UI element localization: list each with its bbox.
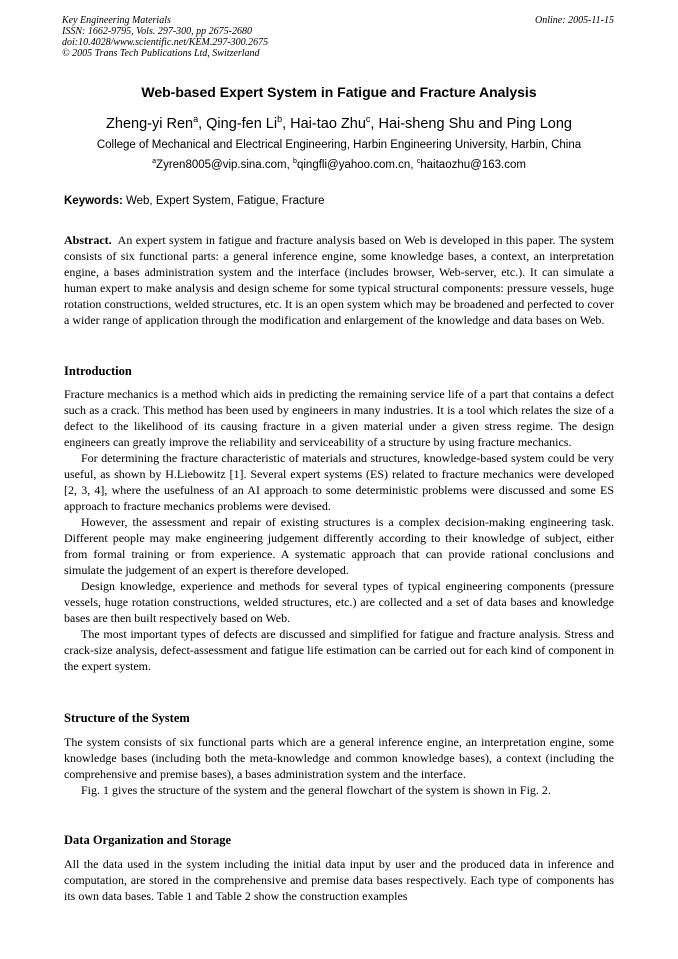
paragraph: All the data used in the system including the initial data input by user and the produced data in inference and computation, are stored in the comprehensive and premise data bases respectively. Each type of components has its own data bases. Table 1 and Table 2 show the construction examples: [64, 857, 614, 903]
paragraph: Fig. 1 gives the structure of the system and the general flowchart of the system is shown in Fig. 2.: [81, 783, 551, 797]
keywords-text: Web, Expert System, Fatigue, Fracture: [122, 195, 325, 207]
author-marker: b: [277, 114, 283, 125]
keywords: [64, 194, 616, 208]
email-link[interactable]: haitaozhu@163.com: [420, 159, 526, 171]
email-marker: a: [152, 157, 157, 166]
paragraph: The system consists of six functional parts which are a general inference engine, an interpretation engine, some knowledge bases (including both the meta-knowledge and common knowledge bases), a context (including the comprehensive and premise bases), a bases administration system and the interface.: [64, 735, 614, 781]
section-heading-introduction: Introduction: [64, 364, 132, 378]
author-name: Hai-sheng Shu and Ping Long: [378, 116, 572, 132]
affiliation: College of Mechanical and Electrical Engineering, Harbin Engineering University, Harbin, China: [96, 139, 582, 151]
abstract-label: Abstract.: [64, 233, 112, 247]
paragraph: However, the assessment and repair of existing structures is a complex decision-making engineering task. Different people may make engineering judgement differently according to their knowledge of subject, either from formal training or from experience. A systematic approach that can provide rational conclusions and simulate the judgement of an expert is therefore developed.: [64, 515, 614, 577]
email-separator: ,: [410, 159, 417, 171]
email-separator: ,: [286, 159, 294, 171]
copyright-line: © 2005 Trans Tech Publications Ltd, Switzerland: [62, 48, 260, 59]
author-list: [0, 115, 678, 133]
author-separator: ,: [370, 116, 379, 132]
paper-title: Web-based Expert System in Fatigue and Fracture Analysis: [141, 84, 537, 100]
email-link[interactable]: Zyren8005@vip.sina.com: [156, 159, 287, 171]
section-introduction: [64, 386, 614, 674]
author-marker: c: [365, 114, 371, 125]
online-date: Online: 2005-11-15: [535, 15, 614, 26]
paragraph: The most important types of defects are discussed and simplified for fatigue and fracture analysis. Stress and crack-size analysis, defect-assessment and fatigue life estimation can be carried out for each kind of component in the expert system.: [64, 627, 614, 673]
journal-name: Key Engineering Materials: [62, 15, 171, 26]
author-separator: ,: [282, 116, 291, 132]
publication-info: [62, 15, 482, 59]
author-name: Hai-tao Zhu: [290, 116, 366, 132]
abstract: [64, 232, 617, 328]
issn-line: ISSN: 1662-9795, Vols. 297-300, pp 2675-2680: [62, 26, 252, 37]
email-list: [0, 158, 678, 172]
paragraph: Design knowledge, experience and methods for several types of typical engineering components (pressure vessels, huge rotation constructions, welded structures, etc.) are collected and a set of data bases and knowledge bases are then built respectively based on Web.: [64, 579, 614, 625]
abstract-text: An expert system in fatigue and fracture analysis based on Web is developed in this paper. The system consists of six functional parts: a general inference engine, some knowledge bases, a context, an interpretation engine, a bases administration system and the interface (includes browser, Web-server, etc.). It can simulate a human expert to make analysis and design scheme for some typical structural components: pressure vessels, huge rotation constructions, welded structures, etc. It is an open system which may be broadened and perfected to cover a wider range of application through the modification and enlargement of the knowledge and data bases on Web.: [64, 233, 617, 327]
section-heading-structure: Structure of the System: [64, 711, 190, 725]
email-marker: c: [416, 157, 421, 166]
section-heading-data: Data Organization and Storage: [64, 833, 232, 847]
paragraph: Fracture mechanics is a method which aids in predicting the remaining service life of a part that contains a defect such as a crack. This method has been used by engineers in many industries. It is a tool which relates the size of a defect to the likelihood of its causing fracture in a given material under a given stress regime. The design engineers can greatly improve the reliability and serviceability of a structure by using fracture mechanics.: [64, 387, 614, 449]
keywords-label: Keywords:: [64, 195, 123, 207]
author-marker: a: [193, 114, 199, 125]
author-name: Qing-fen Li: [206, 116, 278, 132]
paragraph: For determining the fracture characteristic of materials and structures, knowledge-based system could be very useful, as shown by H.Liebowitz [1]. Several expert systems (ES) related to fracture mechanics were developed [2, 3, 4], where the usefulness of an AI approach to some deterministic problems were discussed and some ES approach to fracture mechanics problems were devised.: [64, 451, 614, 513]
author-separator: ,: [198, 116, 207, 132]
author-name: Zheng-yi Ren: [106, 116, 194, 132]
section-structure: [64, 734, 614, 798]
doi-line: doi:10.4028/www.scientific.net/KEM.297-300.2675: [62, 37, 269, 48]
email-marker: b: [293, 157, 297, 166]
email-link[interactable]: qingfli@yahoo.com.cn: [296, 159, 411, 171]
section-data: [64, 856, 614, 904]
